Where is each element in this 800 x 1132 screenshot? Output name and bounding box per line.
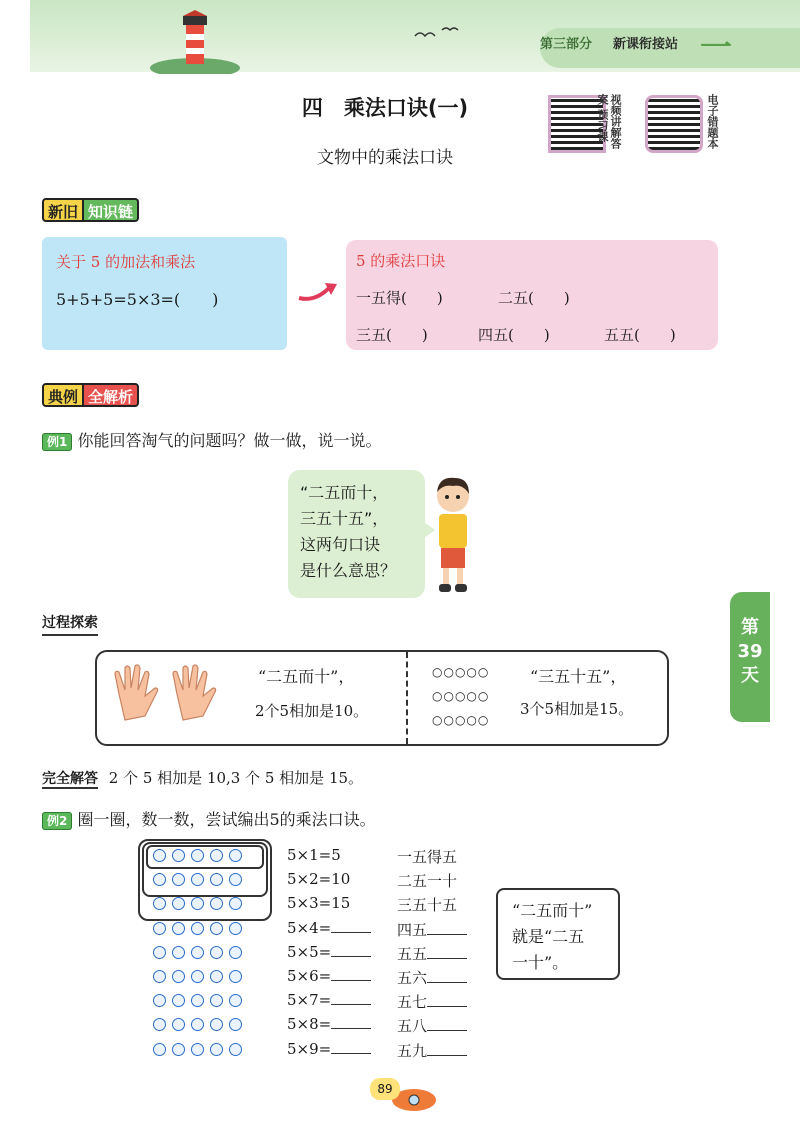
page-number: 89 (370, 1078, 400, 1100)
equation-text: 5×6= (287, 967, 332, 985)
day-side-tab (730, 592, 770, 722)
example1-badge: 例1 (42, 433, 72, 451)
circle-icon (153, 970, 166, 983)
boy-illustration (425, 472, 481, 596)
circle-icon (153, 946, 166, 959)
circle-grid-row (150, 847, 245, 869)
five-table-box (346, 240, 718, 350)
tag-part-b: 知识链 (84, 198, 139, 222)
speech-line: 三五十五”， (300, 509, 389, 528)
example1-line (42, 428, 381, 451)
box2-item: 二五( ) (498, 289, 570, 307)
rhyme (397, 919, 467, 940)
rhyme (397, 1015, 467, 1036)
example2-line (42, 807, 376, 830)
equation (287, 1040, 371, 1058)
circle-icon (229, 1043, 242, 1056)
circle-icon (229, 849, 242, 862)
equation-text: 5×3=15 (287, 894, 351, 913)
circle-icon (172, 922, 185, 935)
dot-groups (432, 660, 489, 732)
circle-icon (229, 922, 242, 935)
rhyme-text: 五八 (397, 1017, 428, 1036)
qr-code-errors[interactable] (645, 95, 703, 153)
example-tag (42, 383, 139, 407)
equation (287, 943, 371, 961)
example2-question: 圈一圈，数一数，尝试编出5的乘法口诀。 (77, 810, 376, 829)
circle-icon (172, 994, 185, 1007)
circle-icon (210, 1043, 223, 1056)
circle-icon (210, 1018, 223, 1031)
rhyme-text: 五六 (397, 969, 428, 987)
circle-grid-row (150, 920, 245, 942)
circle-icon (153, 994, 166, 1007)
example2-badge: 例2 (42, 812, 72, 830)
dot-row: ○○○○○ (432, 665, 490, 679)
circle-icon (229, 946, 242, 959)
rhyme-text: 五七 (397, 993, 428, 1012)
circle-icon (191, 1018, 204, 1031)
process-left-quote: “二五而十”， (258, 667, 355, 686)
dot-row: ○○○○○ (432, 713, 490, 727)
box2-item: 四五( ) (478, 326, 550, 344)
process-label: 过程探索 (42, 612, 98, 636)
answer-blank[interactable] (331, 968, 371, 981)
side-tab-line: 天 (741, 665, 759, 686)
equation (287, 919, 371, 937)
circle-grid-row (150, 871, 245, 893)
circle-icon (153, 922, 166, 935)
knowledge-link-tag (42, 198, 139, 222)
circle-icon (229, 897, 242, 910)
circle-icon (172, 873, 185, 886)
rhyme-text: 一五得五 (397, 848, 458, 866)
answer-label: 完全解答 (42, 771, 98, 787)
page-title: 四 乘法口诀(一) (301, 96, 469, 120)
answer-blank[interactable] (331, 1016, 371, 1029)
lighthouse-illustration (150, 10, 240, 74)
circle-icon (210, 849, 223, 862)
box2-item: 一五得( ) (356, 289, 443, 307)
box2-title: 5 的乘法口诀 (356, 252, 446, 270)
note-line: 一十”。 (512, 953, 569, 972)
circle-grid-row (150, 968, 245, 990)
equation-text: 5×5= (287, 942, 332, 961)
page-subtitle: 文物中的乘法口诀 (317, 148, 453, 168)
example1-question: 你能回答淘气的问题吗？做一做，说一说。 (77, 431, 382, 450)
equation (287, 846, 341, 864)
circle-icon (172, 1043, 185, 1056)
circle-grid-row (150, 944, 245, 966)
answer-blank[interactable] (427, 970, 467, 983)
answer-blank[interactable] (427, 922, 467, 935)
tag-part-a: 新旧 (42, 198, 84, 222)
answer-blank[interactable] (427, 946, 467, 959)
rhyme-text: 四五 (397, 920, 428, 939)
rhyme (397, 991, 467, 1012)
arrow-icon (295, 280, 341, 304)
circle-icon (210, 922, 223, 935)
circle-icon (229, 994, 242, 1007)
rhyme (397, 870, 457, 891)
rhyme (397, 943, 467, 964)
answer-blank[interactable] (427, 994, 467, 1007)
rhyme (397, 967, 467, 988)
circle-icon (191, 922, 204, 935)
speech-line: 是什么意思？ (300, 561, 397, 580)
circle-icon (153, 849, 166, 862)
side-tab-line: 第 (741, 617, 759, 638)
answer-blank[interactable] (427, 1018, 467, 1031)
note-line: “二五而十” (512, 901, 593, 920)
equation-text: 5×7= (287, 991, 332, 1010)
process-right-text: 3个5相加是15。 (520, 700, 634, 718)
circle-icon (172, 970, 185, 983)
rhyme-text: 五九 (397, 1041, 428, 1060)
circle-icon (191, 970, 204, 983)
circle-icon (153, 873, 166, 886)
circle-icon (172, 849, 185, 862)
circle-icon (210, 994, 223, 1007)
process-divider (406, 652, 410, 744)
process-left-text: 2个5相加是10。 (255, 702, 369, 720)
addition-multiplication-box (42, 237, 287, 350)
note-line: 就是“二五 (512, 927, 585, 946)
speech-bubble (288, 470, 425, 598)
circle-icon (153, 1018, 166, 1031)
circle-icon (210, 970, 223, 983)
circle-icon (191, 946, 204, 959)
answer-blank[interactable] (331, 920, 371, 933)
process-right-quote: “三五十五”， (530, 667, 627, 686)
answer-blank[interactable] (331, 944, 371, 957)
circle-icon (191, 849, 204, 862)
birds-illustration (410, 24, 460, 44)
equation-text: 5×4= (287, 918, 332, 937)
rhyme (397, 1040, 467, 1061)
qr-label-errors: 电子错题本 (706, 94, 719, 149)
circle-icon (191, 897, 204, 910)
speech-line: “二五而十， (300, 483, 389, 502)
circle-icon (153, 897, 166, 910)
rhyme-text: 五五 (397, 944, 428, 963)
equation-text: 5×1=5 (287, 846, 341, 864)
section-number: 第三部分 (540, 37, 593, 52)
rhyme (397, 846, 457, 867)
hands-illustration (105, 660, 235, 726)
circle-icon (229, 1018, 242, 1031)
box2-item: 三五( ) (356, 326, 428, 344)
answer-blank[interactable] (331, 992, 371, 1005)
equation (287, 894, 350, 912)
equation (287, 1015, 371, 1033)
answer-blank[interactable] (427, 1043, 467, 1056)
circle-grid-row (150, 992, 245, 1014)
box2-item: 五五( ) (604, 326, 676, 344)
rhyme-text: 二五一十 (397, 872, 458, 891)
circle-icon (210, 873, 223, 886)
circle-icon (229, 873, 242, 886)
equation-text: 5×2=10 (287, 870, 351, 889)
header-logo: 一 (700, 28, 733, 66)
circle-icon (210, 946, 223, 959)
circle-icon (229, 970, 242, 983)
circle-icon (191, 873, 204, 886)
rhyme-text: 三五十五 (397, 896, 458, 915)
circle-icon (191, 994, 204, 1007)
circle-icon (172, 1018, 185, 1031)
section-name: 新课衔接站 (613, 37, 679, 52)
side-tab-line: 39 (737, 641, 763, 662)
circle-grid-row (150, 895, 245, 917)
circle-icon (172, 946, 185, 959)
equation-text: 5×9= (287, 1039, 332, 1058)
dot-row: ○○○○○ (432, 689, 490, 703)
box1-formula: 5+5+5=5×3=( ) (56, 290, 219, 309)
circle-icon (210, 897, 223, 910)
circle-grid-row (150, 1016, 245, 1038)
answer-text: 2 个 5 相加是 10,3 个 5 相加是 15。 (108, 769, 364, 787)
rhyme (397, 894, 457, 915)
circle-grid-row (150, 1041, 245, 1063)
answer-blank[interactable] (331, 1041, 371, 1054)
circle-icon (191, 1043, 204, 1056)
box1-title: 关于 5 的加法和乘法 (56, 253, 196, 271)
tag-part-b: 全解析 (84, 383, 139, 407)
note-box (496, 888, 620, 980)
circle-icon (153, 1043, 166, 1056)
tag-part-a: 典例 (42, 383, 84, 407)
equation-text: 5×8= (287, 1015, 332, 1034)
speech-line: 这两句口诀 (300, 535, 381, 554)
qr-label-video: 视频讲解答案 预习课 (596, 94, 622, 149)
answer-line (42, 767, 363, 788)
circle-icon (172, 897, 185, 910)
equation (287, 967, 371, 985)
equation (287, 870, 350, 888)
equation (287, 991, 371, 1009)
